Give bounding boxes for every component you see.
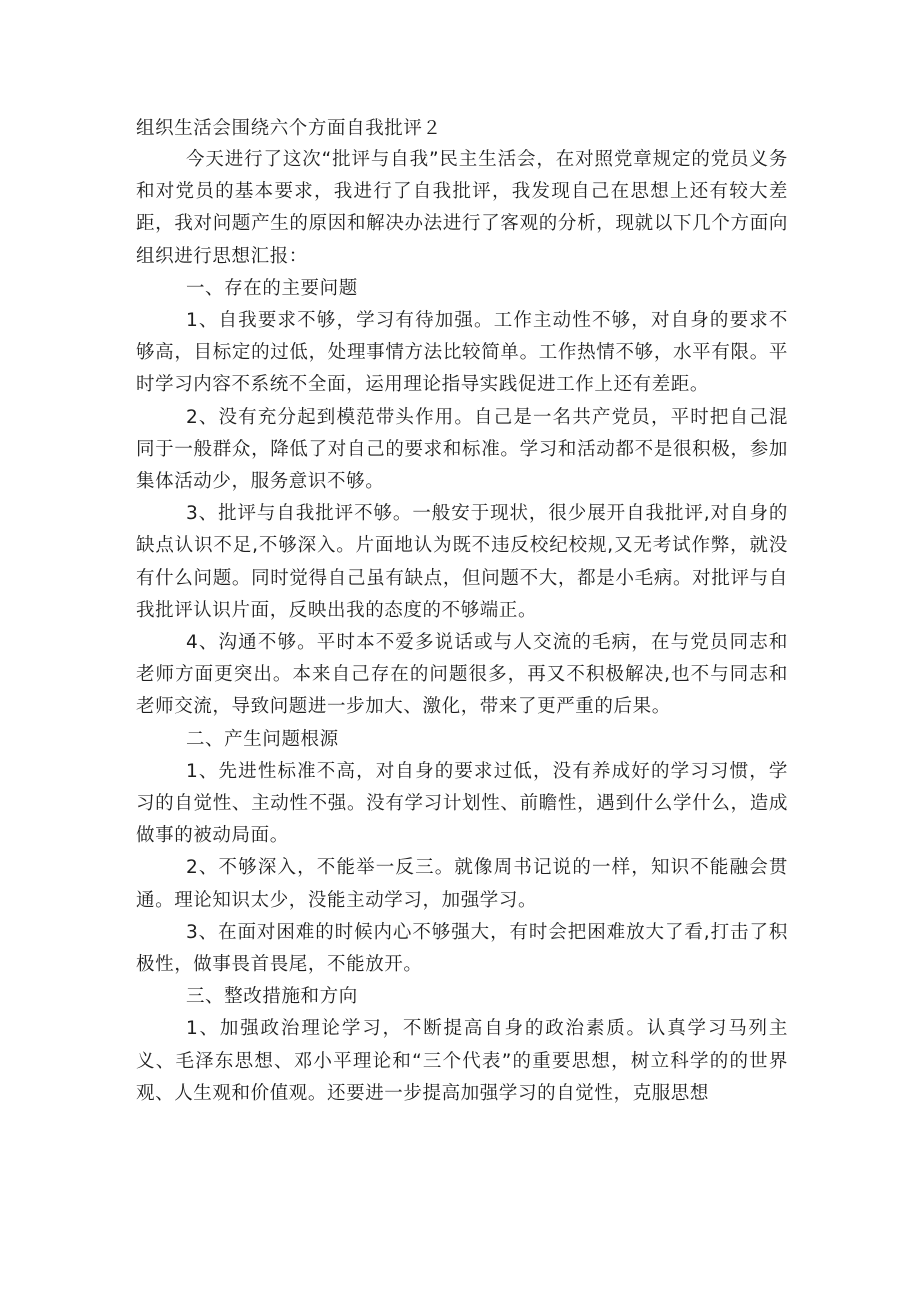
problem-paragraph-2: 2、没有充分起到模范带头作用。自己是一名共产党员，平时把自己混同于一般群众，降低了对自己的要求和标准。学习和活动都不是很积极，参加集体活动少，服务意识不够。	[136, 406, 788, 493]
cause-paragraph-1: 1、先进性标准不高，对自身的要求过低，没有养成好的学习习惯，学习的自觉性、主动性不强。没有学习计划性、前瞻性，遇到什么学什么，造成做事的被动局面。	[136, 760, 788, 847]
section-heading-problems: 一、存在的主要问题	[185, 277, 358, 299]
section-heading-causes: 二、产生问题根源	[185, 728, 339, 750]
problem-paragraph-4: 4、沟通不够。平时本不爱多说话或与人交流的毛病，在与党员同志和老师方面更突出。本来自己存在的问题很多，再又不积极解决,也不与同志和老师交流，导致问题进一步加大、激化，带来了更严重的后果。	[136, 632, 788, 718]
document-title: 组织生活会围绕六个方面自我批评２	[136, 118, 442, 139]
intro-paragraph: 今天进行了这次“批评与自我”民主生活会，在对照党章规定的党员义务和对党员的基本要求，我进行了自我批评，我发现自己在思想上还有较大差距，我对问题产生的原因和解决办法进行了客观的分析，现就以下几个方面向组织进行思想汇报：	[136, 149, 788, 267]
section-heading-measures: 三、整改措施和方向	[185, 986, 358, 1008]
problem-paragraph-3: 3、批评与自我批评不够。一般安于现状，很少展开自我批评,对自身的缺点认识不足,不够深入。片面地认为既不违反校纪校规,又无考试作弊，就没有什么问题。同时觉得自己虽有缺点，但问题不大，都是小毛病。对批评与自我批评认识片面，反映出我的态度的不够端正。	[136, 503, 788, 621]
measure-paragraph-1: 1、加强政治理论学习，不断提高自身的政治素质。认真学习马列主义、毛泽东思想、邓小平理论和“三个代表”的重要思想，树立科学的的世界观、人生观和价值观。还要进一步提高加强学习的自觉性，克服思想	[136, 1018, 788, 1104]
document-body	[136, 114, 788, 1110]
cause-paragraph-3: 3、在面对困难的时候内心不够强大，有时会把困难放大了看,打击了积极性，做事畏首畏尾，不能放开。	[136, 921, 788, 976]
cause-paragraph-2: 2、不够深入，不能举一反三。就像周书记说的一样，知识不能融会贯通。理论知识太少，没能主动学习，加强学习。	[136, 857, 788, 911]
problem-paragraph-1: 1、自我要求不够，学习有待加强。工作主动性不够，对自身的要求不够高，目标定的过低，处理事情方法比较简单。工作热情不够，水平有限。平时学习内容不系统不全面，运用理论指导实践促进工作上还有差距。	[136, 310, 788, 396]
